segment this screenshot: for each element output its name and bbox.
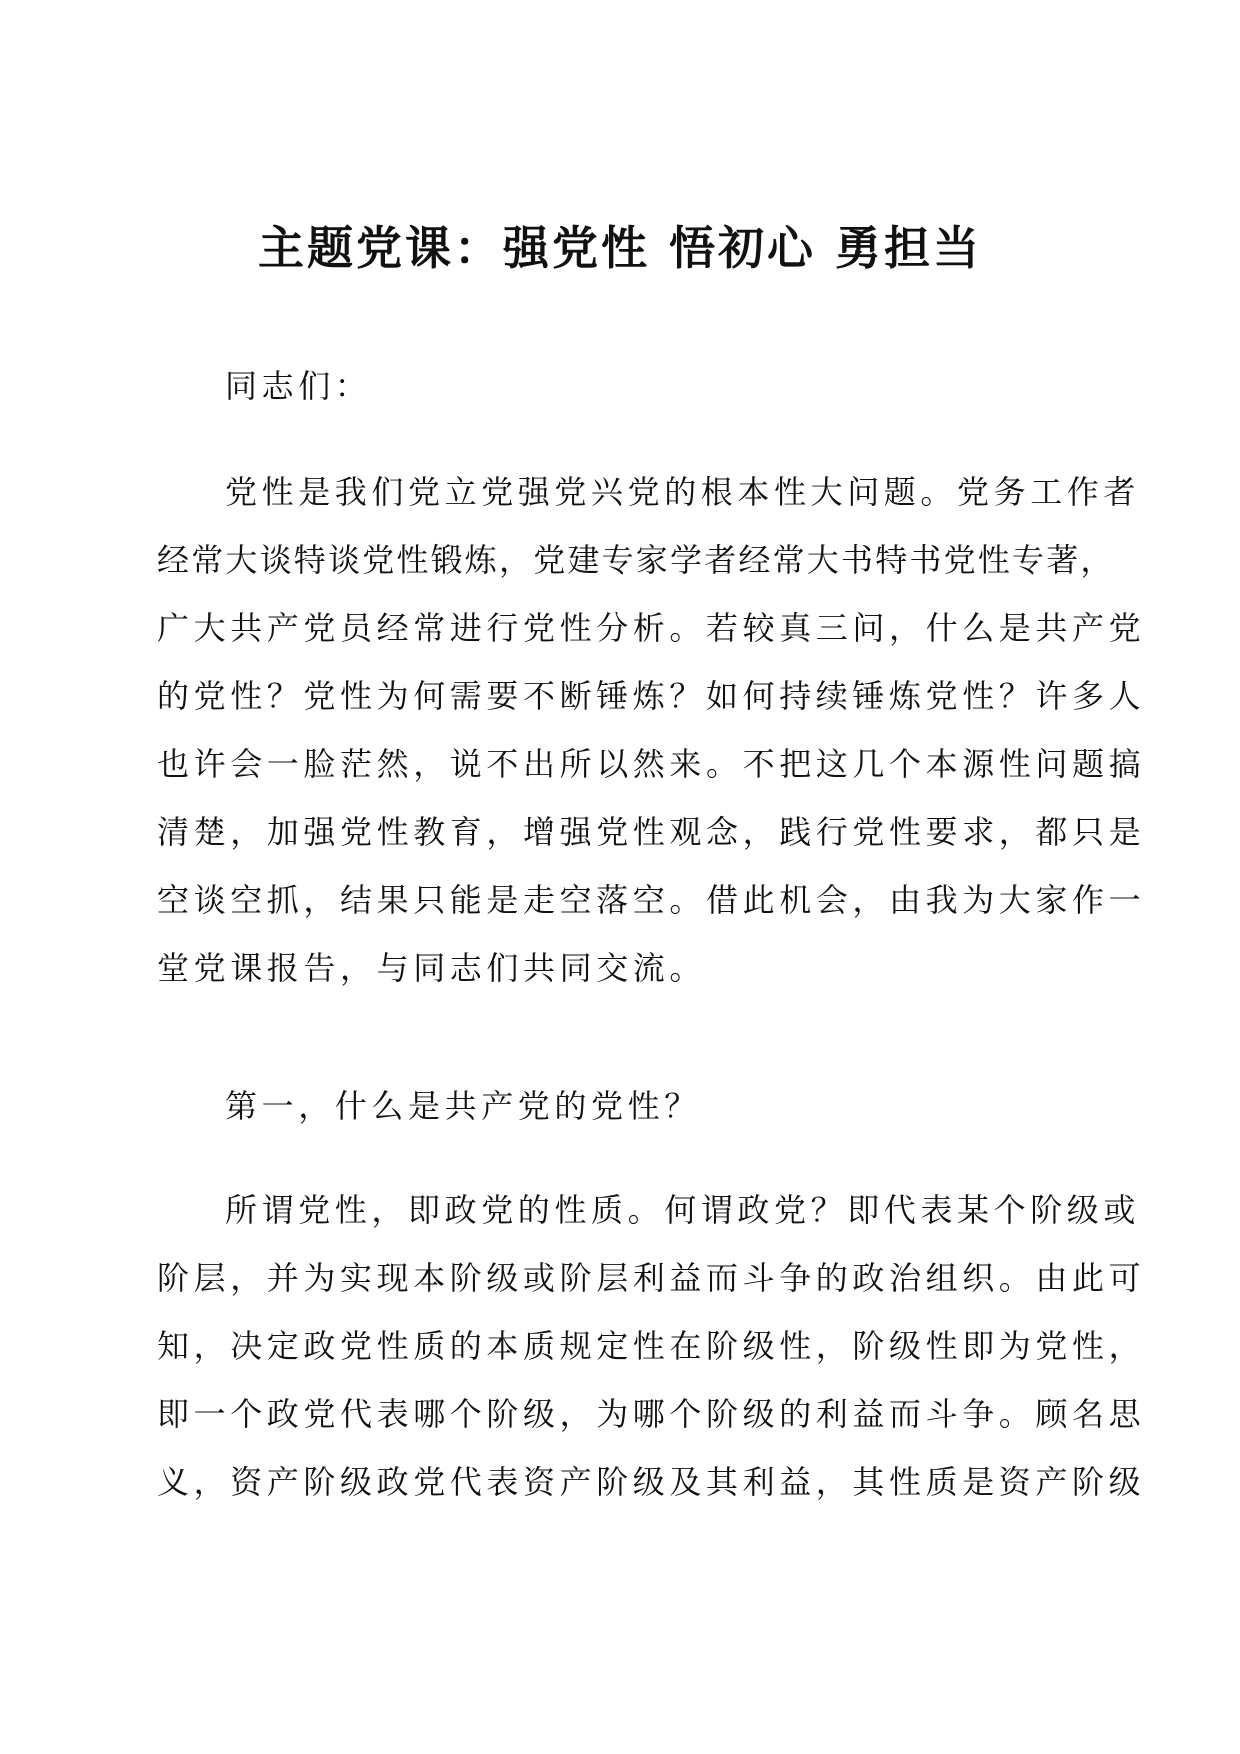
greeting (157, 352, 1097, 420)
paragraph-line: 即一个政党代表哪个阶级，为哪个阶级的利益而斗争。顾名思 (157, 1395, 1146, 1433)
paragraph-line: 的党性？党性为何需要不断锤炼？如何持续锤炼党性？许多人 (157, 677, 1146, 715)
paragraph-line: 也许会一脸茫然，说不出所以然来。不把这几个本源性问题搞 (157, 745, 1146, 783)
paragraph-line: 清楚，加强党性教育，增强党性观念，践行党性要求，都只是 (157, 813, 1146, 851)
greeting-text: 同志们： (225, 367, 372, 405)
paragraph-line: 经常大谈特谈党性锻炼，党建专家学者经常大书特书党性专著， (157, 541, 1115, 579)
paragraph-line: 党性是我们党立党强党兴党的根本性大问题。党务工作者 (225, 473, 1141, 511)
paragraph-line: 所谓党性，即政党的性质。何谓政党？即代表某个阶级或 (225, 1191, 1141, 1229)
paragraph-line: 堂党课报告，与同志们共同交流。 (157, 949, 707, 987)
paragraph-line: 广大共产党员经常进行党性分析。若较真三问，什么是共产党 (157, 609, 1146, 647)
paragraph-line: 空谈空抓，结果只能是走空落空。借此机会，由我为大家作一 (157, 881, 1146, 919)
paragraph-definition (157, 1176, 1146, 1516)
paragraph-line: 义，资产阶级政党代表资产阶级及其利益，其性质是资产阶级 (157, 1463, 1146, 1501)
paragraph-line: 阶层，并为实现本阶级或阶层利益而斗争的政治组织。由此可 (157, 1259, 1146, 1297)
section-heading (157, 1072, 1097, 1140)
paragraph-line: 知，决定政党性质的本质规定性在阶级性，阶级性即为党性， (157, 1327, 1146, 1365)
document-title: 主题党课：强党性 悟初心 勇担当 (257, 221, 983, 275)
section-heading-text: 第一，什么是共产党的党性？ (225, 1087, 701, 1125)
paragraph-intro (157, 458, 1146, 1002)
